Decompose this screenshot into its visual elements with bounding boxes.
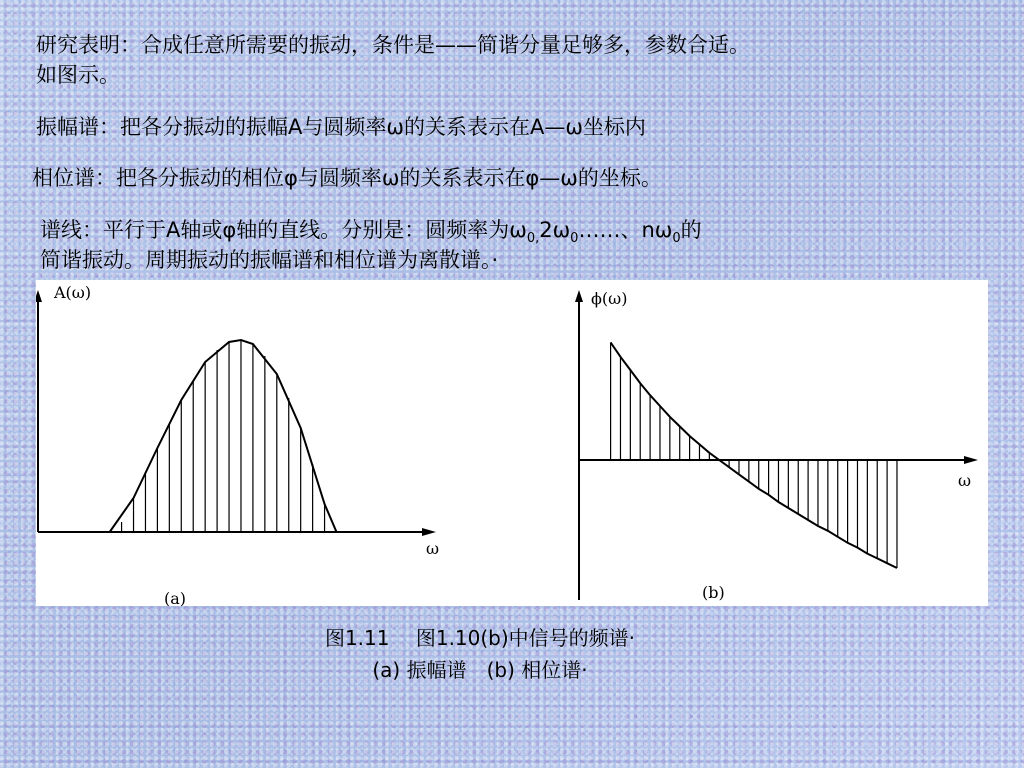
y-axis-label: A(ω): [54, 283, 92, 302]
phase-spectrum-chart: [575, 289, 978, 602]
intro-line-2: 如图示。: [36, 63, 120, 87]
y-axis-label: ϕ(ω): [591, 289, 628, 308]
spectral-lines-definition: [40, 215, 702, 275]
x-axis-arrow: [422, 528, 436, 536]
omega-subscript: 0: [570, 231, 579, 247]
spectral-lines-line-2: 简谐振动。周期振动的振幅谱和相位谱为离散谱。·: [40, 248, 499, 272]
caption-line-2: (a) 振幅谱 (b) 相位谱·: [372, 658, 588, 682]
spectral-lines-text-a: 谱线：平行于A轴或φ轴的直线。分别是：圆频率为ω: [40, 218, 527, 242]
omega-subscript: 0: [672, 231, 681, 247]
y-axis-arrow: [575, 290, 583, 302]
x-axis-arrow: [964, 456, 978, 464]
spectral-lines-text-c: ……、nω: [578, 218, 673, 242]
amplitude-spectrum-definition: 振幅谱：把各分振动的振幅A与圆频率ω的关系表示在A—ω坐标内: [36, 115, 646, 139]
omega-subscript: 0,: [526, 231, 540, 247]
intro-line-1: 研究表明：合成任意所需要的振动，条件是——简谐分量足够多，参数合适。: [36, 33, 750, 57]
y-axis-arrow: [36, 290, 42, 302]
x-axis-label: ω: [958, 471, 972, 490]
panel-label-b: (b): [702, 583, 725, 602]
envelope-curve: [110, 340, 337, 532]
x-axis-label: ω: [426, 539, 440, 558]
spectrum-figure-panel: [36, 280, 988, 606]
spectral-lines-text-b: 2ω: [539, 218, 571, 242]
spectral-lines-line-1: [40, 215, 702, 245]
phase-spectrum-definition: 相位谱：把各分振动的相位φ与圆频率ω的关系表示在φ—ω的坐标。: [32, 166, 662, 190]
figure-caption: [0, 622, 960, 686]
spectral-lines-text-d: 的: [680, 218, 702, 242]
amplitude-spectrum-chart: [36, 283, 439, 606]
spectrum-chart-svg: [36, 280, 988, 606]
envelope-curve: [611, 342, 897, 568]
caption-line-1: 图1.11 图1.10(b)中信号的频谱·: [324, 626, 636, 650]
intro-text: [36, 30, 750, 90]
panel-label-a: (a): [164, 589, 187, 606]
